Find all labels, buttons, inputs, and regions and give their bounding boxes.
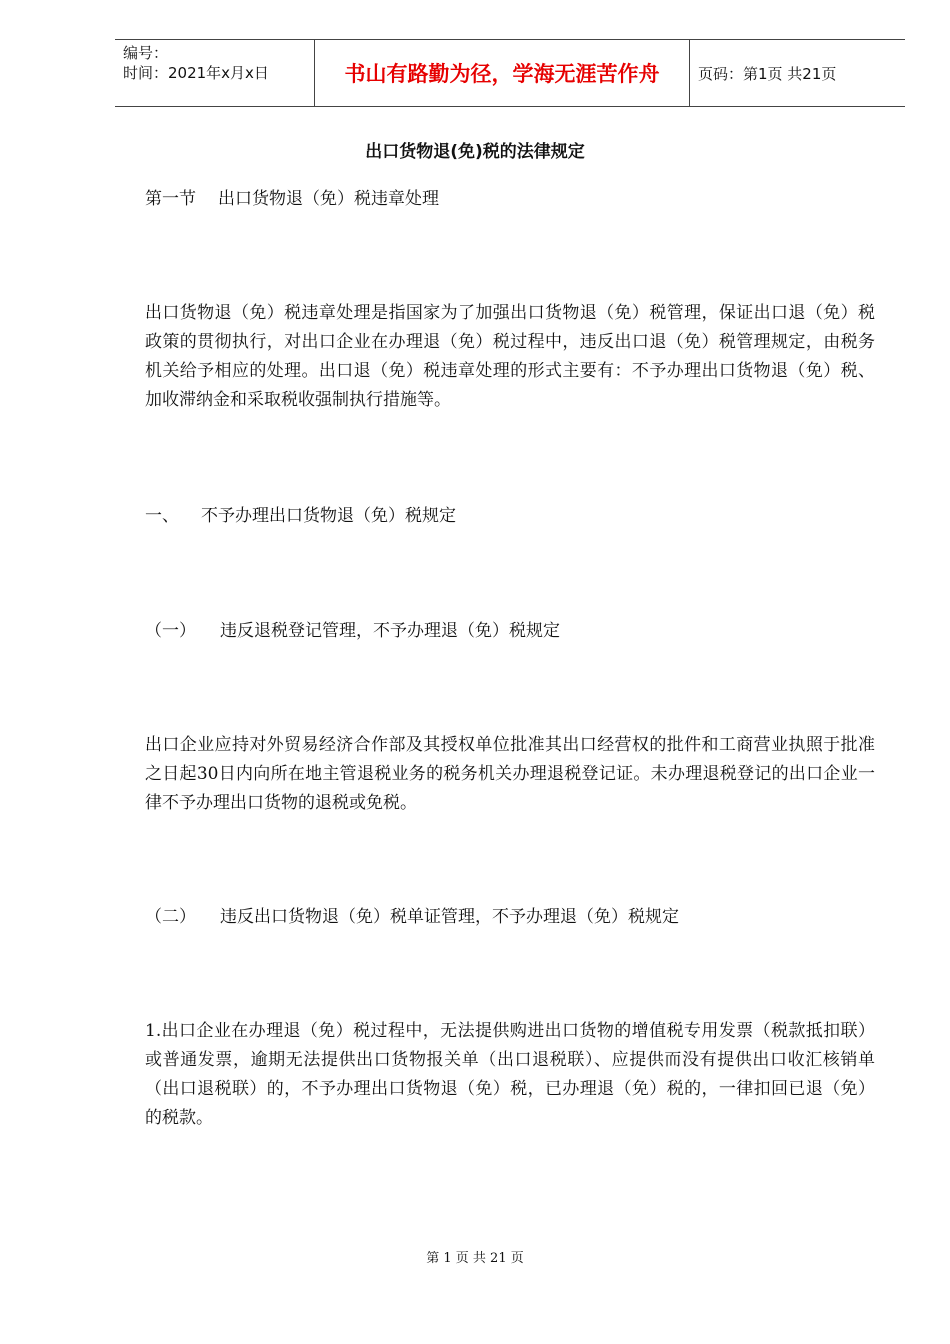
number-label: 编号： [123,44,169,62]
subheading-text: 违反退税登记管理，不予办理退（免）税规定 [220,621,560,641]
section-heading [145,185,875,214]
subheading-number: （二） [145,907,196,927]
heading-level1 [145,502,875,531]
subheading-text: 违反出口货物退（免）税单证管理，不予办理退（免）税规定 [220,907,679,927]
page-header [115,39,905,107]
header-page-info: 页码：第1页 共21页 [698,64,837,83]
paragraph-intro: 出口货物退（免）税违章处理是指国家为了加强出口货物退（免）税管理，保证出口退（免）税政策的贯彻执行，对出口企业在办理退（免）税过程中，违反出口退（免）税管理规定，由税务机关给予相应的处理。出口退（免）税违章处理的形式主要有：不予办理出口货物退（免）税、加收滞纳金和采取税收强制执行措施等。 [145,303,875,410]
paragraph-documents: 1.出口企业在办理退（免）税过程中，无法提供购进出口货物的增值税专用发票（税款抵扣联）或普通发票，逾期无法提供出口货物报关单（出口退税联）、应提供而没有提供出口收汇核销单（出口退税联）的，不予办理出口货物退（免）税，已办理退（免）税的，一律扣回已退（免）的税款。 [145,1021,875,1128]
heading-number: 一、 [145,506,179,526]
page-footer: 第 1 页 共 21 页 [426,1251,524,1266]
section-number: 第一节 [145,189,196,209]
document-title: 出口货物退(免)税的法律规定 [365,142,585,162]
paragraph-registration: 出口企业应持对外贸易经济合作部及其授权单位批准其出口经营权的批件和工商营业执照于批准之日起30日内向所在地主管退税业务的税务机关办理退税登记证。未办理退税登记的出口企业一律不予办理出口货物的退税或免税。 [145,735,875,813]
subheading-number: （一） [145,621,196,641]
heading-text: 不予办理出口货物退（免）税规定 [201,506,456,526]
time-label: 时间：2021年x月x日 [123,64,269,82]
header-meta [115,40,315,106]
section-title: 出口货物退（免）税违章处理 [218,189,439,209]
subheading-1 [145,617,875,646]
header-motto: 书山有路勤为径，学海无涯苦作舟 [315,40,690,106]
subheading-2 [145,903,875,932]
